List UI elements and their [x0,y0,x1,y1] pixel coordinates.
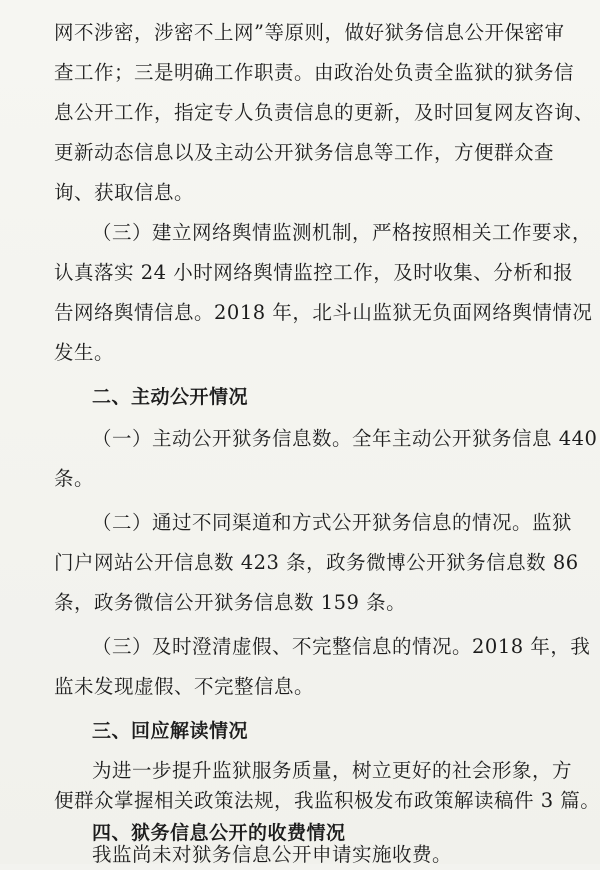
text-line: 便群众掌握相关政策法规，我监积极发布政策解读稿件 3 篇。 [54,789,600,812]
text-line: 发生。 [54,341,115,364]
text-line: （一）主动公开狱务信息数。全年主动公开狱务信息 440 [92,427,598,450]
text-line: （三）及时澄清虚假、不完整信息的情况。2018 年，我 [92,635,591,658]
text-line: 询、获取信息。 [54,181,195,204]
text-line: 网不涉密，涉密不上网”等原则，做好狱务信息公开保密审 [54,21,565,44]
text-line: 为进一步提升监狱服务质量，树立更好的社会形象，方 [92,759,573,782]
section-heading: 四、狱务信息公开的收费情况 [92,822,346,844]
text-line: 我监尚未对狱务信息公开申请实施收费。 [92,843,453,866]
text-line: 查工作；三是明确工作职责。由政治处负责全监狱的狱务信 [54,61,575,84]
text-line: 更新动态信息以及主动公开狱务信息等工作，方便群众查 [54,141,555,164]
text-line: 监未发现虚假、不完整信息。 [54,675,315,698]
text-line: 息公开工作，指定专人负责信息的更新，及时回复网友咨询、 [54,101,595,124]
text-line: 告网络舆情信息。2018 年，北斗山监狱无负面网络舆情情况 [54,301,593,324]
text-line: （三）建立网络舆情监测机制，严格按照相关工作要求， [92,221,593,244]
text-line: 条，政务微信公开狱务信息数 159 条。 [54,591,407,614]
text-line: 认真落实 24 小时网络舆情监控工作，及时收集、分析和报 [54,261,574,284]
text-line: 条。 [54,467,95,490]
section-heading: 三、回应解读情况 [92,720,249,742]
section-heading: 二、主动公开情况 [92,386,249,408]
text-line: （二）通过不同渠道和方式公开狱务信息的情况。监狱 [92,511,573,534]
text-line: 门户网站公开信息数 423 条，政务微博公开狱务信息数 86 [54,551,579,574]
